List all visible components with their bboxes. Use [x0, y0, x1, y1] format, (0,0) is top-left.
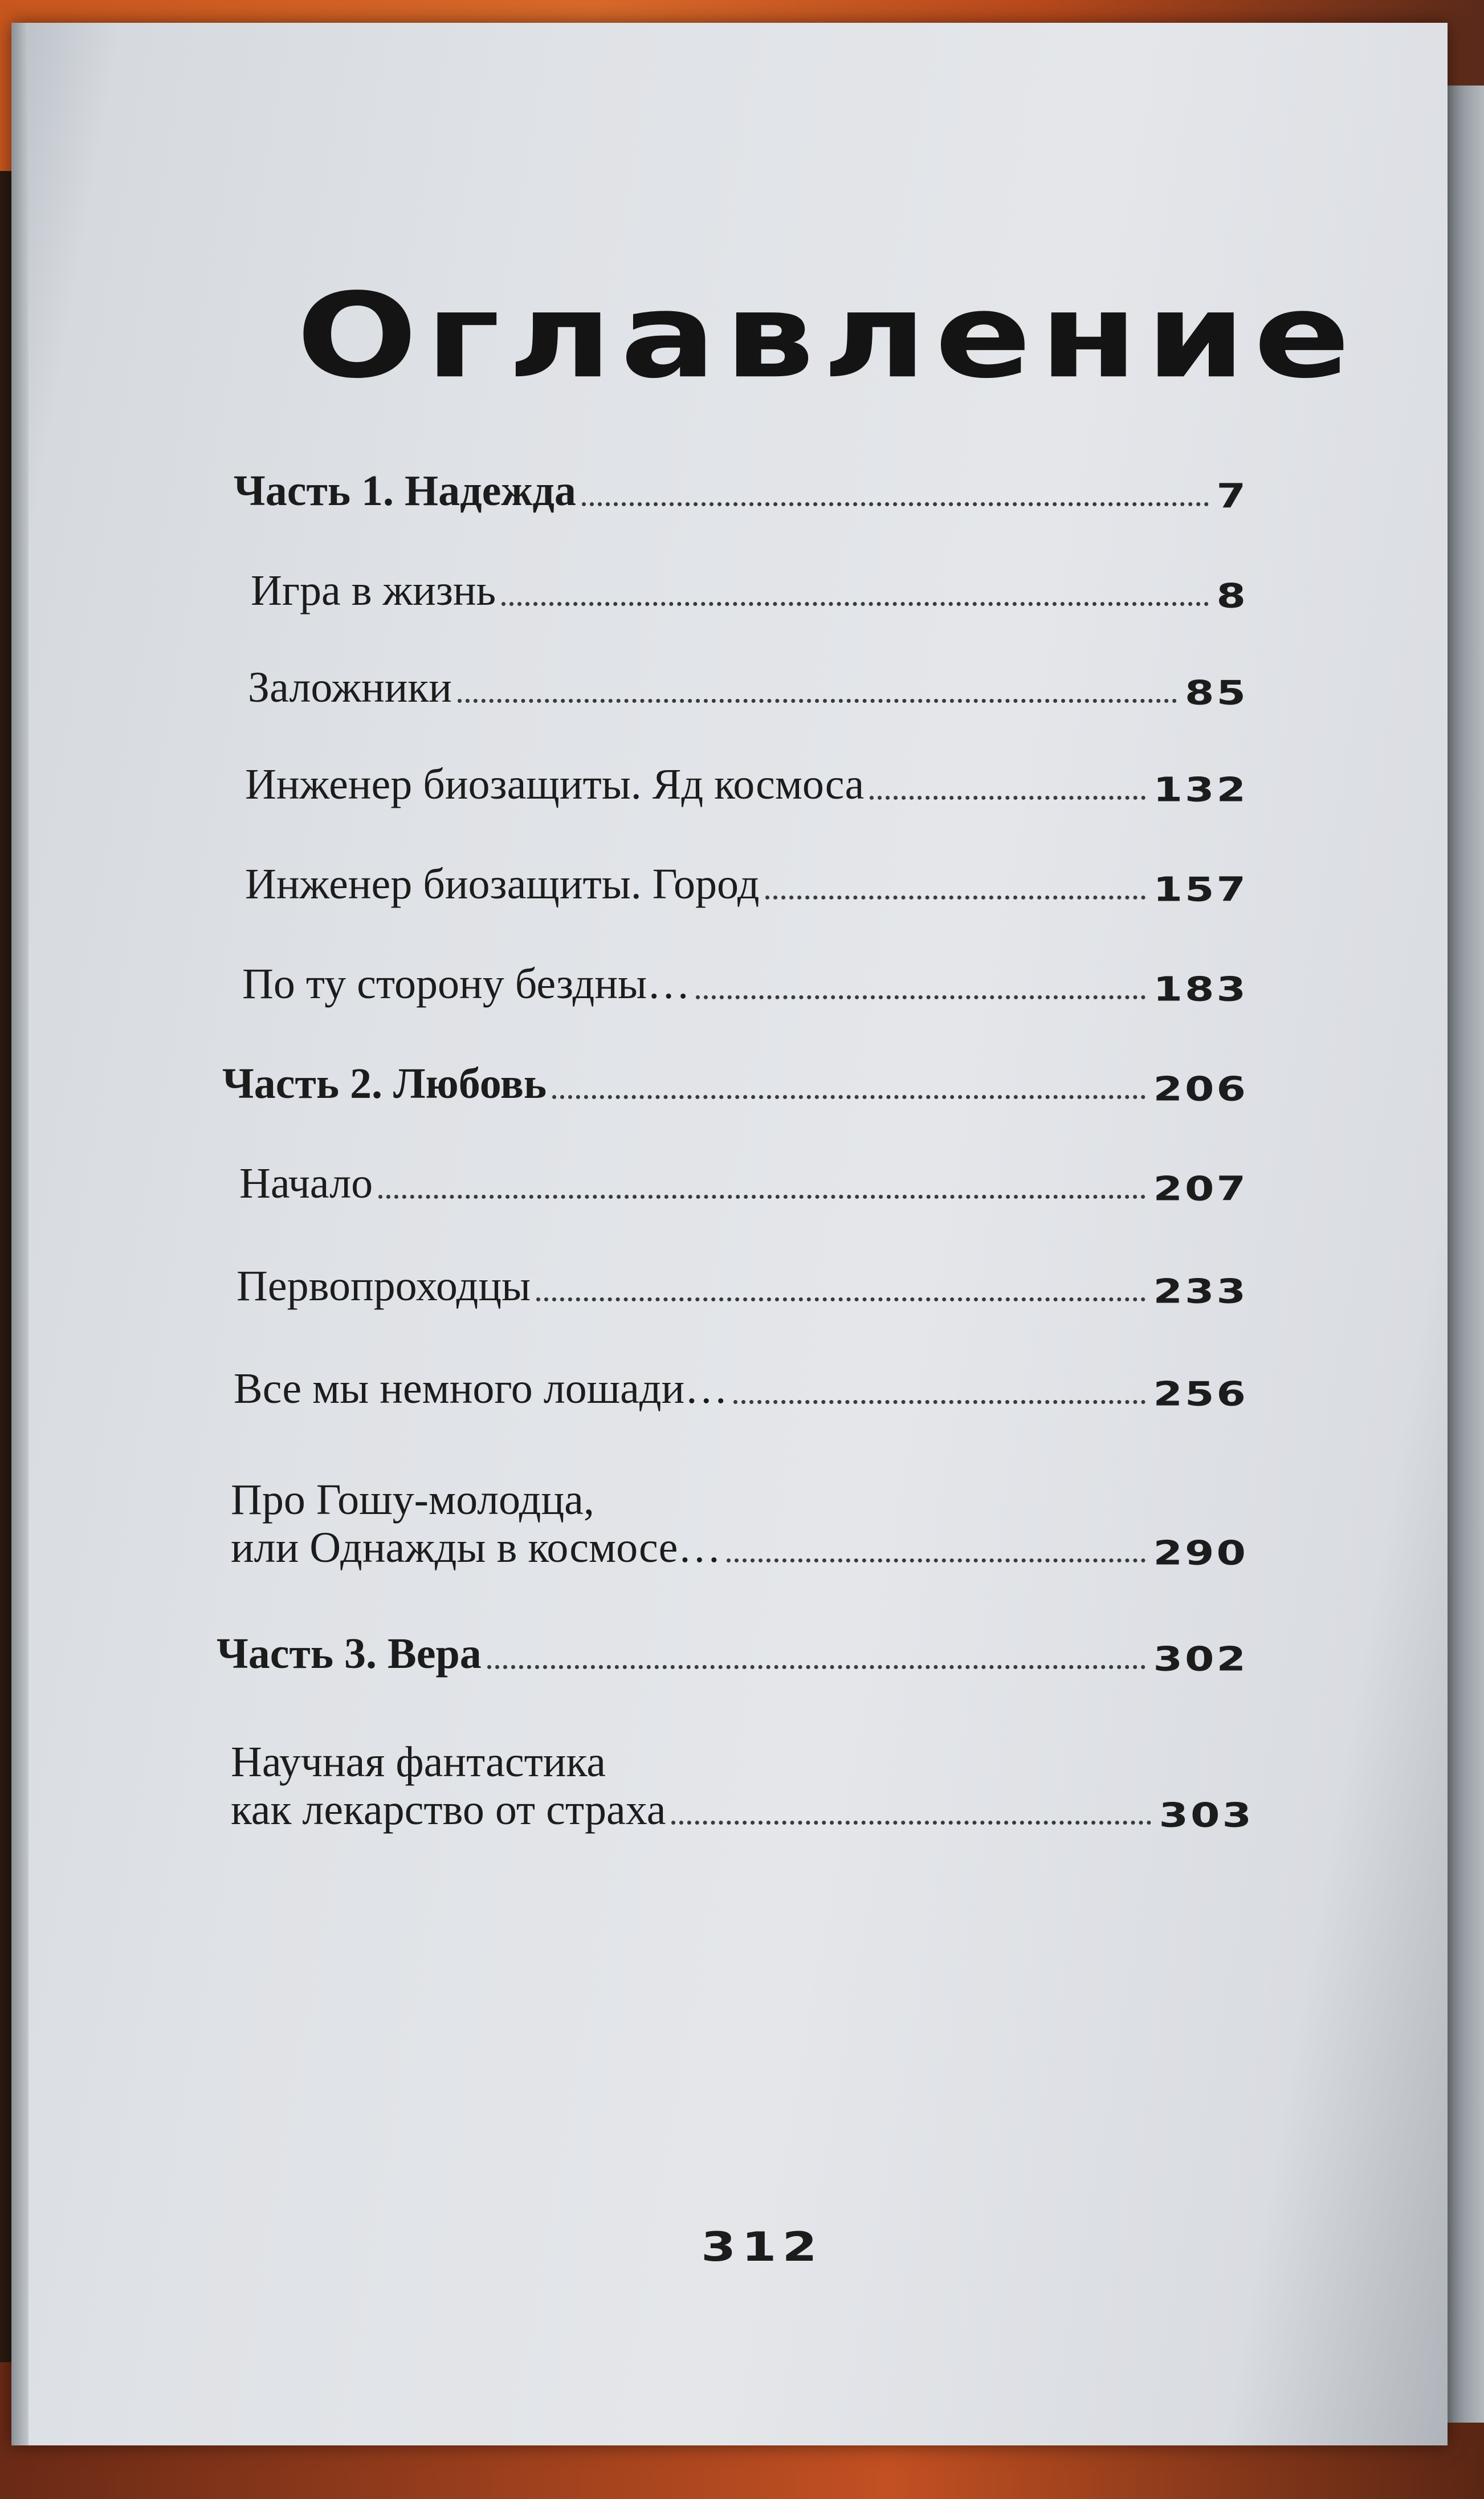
toc-entry-label: Первопроходцы: [237, 1262, 531, 1310]
toc-entry: [234, 1365, 1248, 1413]
toc-entry: [242, 960, 1248, 1008]
dot-leader: [552, 1095, 1145, 1099]
toc-entry-page: 157: [1153, 870, 1248, 909]
toc-entry-label: Часть 1. Надежда: [234, 467, 576, 515]
toc-entry-page: 206: [1153, 1069, 1248, 1109]
toc-entry-label: Часть 3. Вера: [217, 1630, 482, 1678]
toc-entry-label: [231, 1739, 666, 1834]
toc-entry-label-line: Про Гошу-молодца,: [231, 1476, 594, 1524]
toc-entry-label: Часть 2. Любовь: [222, 1060, 547, 1108]
dot-leader: [870, 796, 1145, 800]
toc-entry-page: 256: [1153, 1374, 1248, 1414]
toc-entry-label-line: Научная фантастика: [231, 1738, 606, 1786]
toc-entry-label: Начало: [239, 1159, 373, 1207]
toc-entry-label: Инженер биозащиты. Яд космоса: [245, 760, 865, 808]
toc-entry-label-line: как лекарство от страха: [231, 1785, 666, 1834]
dot-leader: [765, 896, 1145, 900]
toc-entry: [231, 1476, 1248, 1572]
toc-entry-page: 290: [1153, 1533, 1248, 1573]
dot-leader: [696, 995, 1145, 999]
toc-entry-page: 8: [1216, 576, 1248, 616]
toc-entry: [248, 664, 1248, 712]
toc-entry-page: 132: [1153, 770, 1248, 809]
page-number: 312: [701, 2223, 823, 2270]
toc-entry-label: Инженер биозащиты. Город: [245, 860, 760, 908]
dot-leader: [502, 602, 1208, 606]
toc-entry-label: Заложники: [248, 664, 452, 711]
toc-entry: [245, 761, 1248, 809]
toc-entry-label: Все мы немного лошади…: [234, 1365, 728, 1413]
toc-entry-page: 303: [1159, 1795, 1254, 1835]
dot-leader: [487, 1665, 1145, 1669]
toc-entry: [231, 1739, 1254, 1834]
toc-entry-page: 85: [1185, 673, 1248, 713]
page-title: Оглавление: [296, 268, 1359, 404]
toc-entry-label: По ту сторону бездны…: [242, 960, 691, 1008]
dot-leader: [582, 502, 1209, 506]
toc-entry-label: [231, 1476, 721, 1572]
toc-entry-page: 302: [1153, 1639, 1248, 1679]
toc-entry: [222, 1060, 1248, 1108]
dot-leader: [733, 1400, 1145, 1404]
toc-entry: [245, 861, 1248, 909]
toc-entry: [251, 567, 1248, 615]
toc-entry: [237, 1263, 1248, 1310]
toc-entry-page: 183: [1153, 970, 1248, 1009]
dot-leader: [727, 1558, 1145, 1562]
toc-entry-label-line: или Однажды в космосе…: [231, 1523, 721, 1572]
toc-entry-label: Игра в жизнь: [251, 567, 496, 614]
toc-entry-page: 207: [1153, 1169, 1248, 1208]
toc-entry-page: 7: [1216, 477, 1248, 516]
toc-entry: [234, 467, 1248, 515]
table-of-contents: [11, 23, 1448, 2445]
dot-leader: [458, 699, 1177, 703]
dot-leader: [536, 1297, 1145, 1301]
toc-entry: [239, 1160, 1248, 1208]
toc-entry: [217, 1630, 1248, 1678]
dot-leader: [671, 1821, 1151, 1825]
book-page: [11, 23, 1448, 2445]
dot-leader: [378, 1195, 1145, 1199]
toc-entry-page: 233: [1153, 1272, 1248, 1311]
